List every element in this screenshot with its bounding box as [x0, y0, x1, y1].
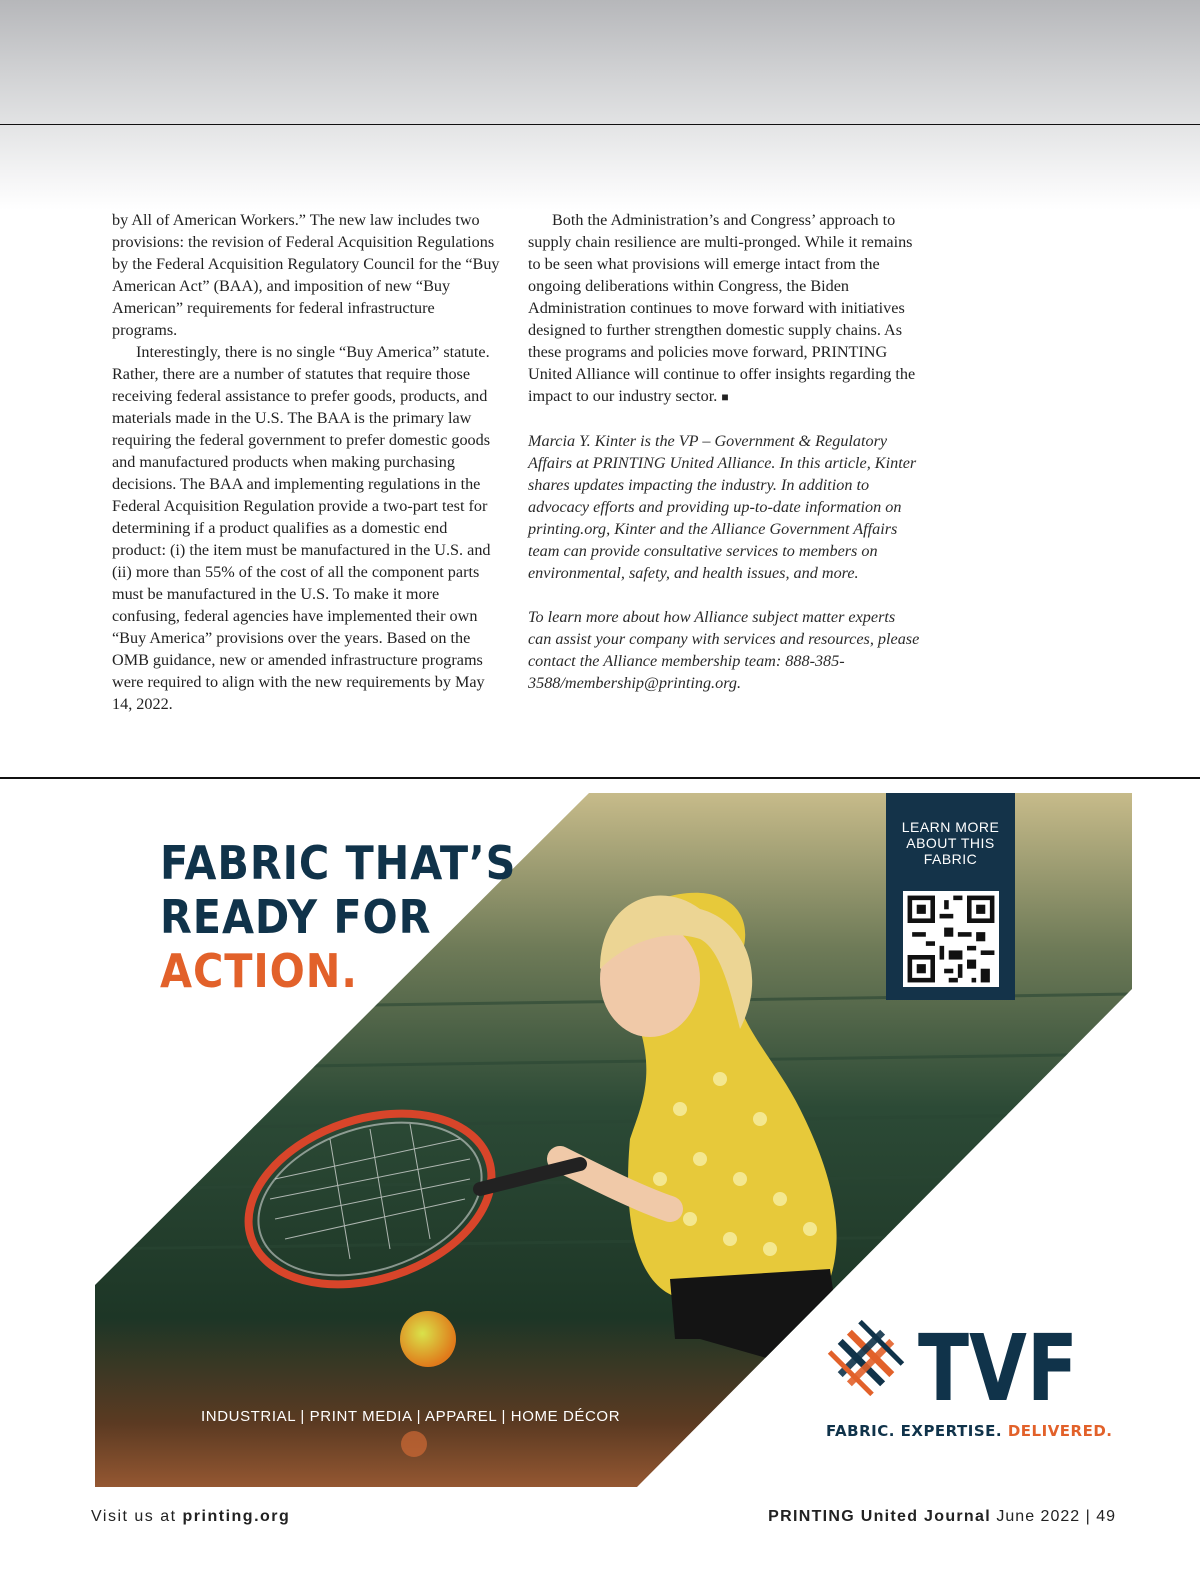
footer-visit: [91, 1508, 290, 1526]
visit-prefix: Visit us at: [91, 1508, 177, 1525]
article-paragraph: [528, 209, 920, 408]
qr-panel[interactable]: [886, 793, 1015, 1000]
visit-site-link[interactable]: printing.org: [182, 1508, 291, 1525]
qr-label: LEARN MORE ABOUT THIS FABRIC: [901, 819, 1000, 867]
article-paragraph: by All of American Workers.” The new law includes two provisions: the revision of Federal Acquisition Regulations by the Federal Acquisition Regulatory Council for the “Buy American Act” (BAA), and imposition of new “Buy American” requirements for federal infrastructure programs.: [112, 211, 500, 339]
headline-line-1: FABRIC THAT’S: [160, 836, 517, 890]
ad-headline: [160, 836, 516, 998]
qr-code[interactable]: [903, 891, 999, 987]
article-right-column: [528, 209, 920, 694]
issue-date: June 2022: [996, 1508, 1081, 1525]
article-paragraph: Interestingly, there is no single “Buy America” statute. Rather, there are a number of statutes that require those receiving federal assistance to prefer goods, products, and materials made in the U.S. The BAA is the primary law requiring the federal government to prefer domestic goods and manufactured products when making purchasing decisions. The BAA and implementing regulations in the Federal Acquisition Regulation provide a two-part test for determining if a product qualifies as a domestic end product: (i) the item must be manufactured in the U.S. and (ii) more than 55% of the cost of all the component parts must be manufactured in the U.S. To make it more confusing, federal agencies have implemented their own “Buy America” provisions over the years. Based on the OMB guidance, new or amended infrastructure programs were required to align with the new requirements by May 14, 2022.: [112, 343, 491, 713]
header-band: [0, 0, 1200, 125]
end-mark: ■: [721, 390, 729, 404]
ad-categories: INDUSTRIAL | PRINT MEDIA | APPAREL | HOME DÉCOR: [201, 1408, 621, 1425]
footer-folio: [768, 1508, 1116, 1526]
tagline-accent: DELIVERED.: [1007, 1422, 1113, 1440]
article-left-column: [112, 209, 502, 715]
tvf-logo: [818, 1310, 1088, 1422]
tvf-tagline: [826, 1422, 1113, 1440]
page-number: 49: [1096, 1508, 1116, 1525]
journal-name: PRINTING United Journal: [768, 1508, 991, 1525]
headline-line-2: READY FOR: [160, 890, 432, 944]
tagline-main: FABRIC. EXPERTISE.: [826, 1422, 1003, 1440]
contact-note: To learn more about how Alliance subject matter experts can assist your company with services and resources, please contact the Alliance membership team: 888-385-3588/membership@printing.org.: [528, 608, 920, 692]
header-fade: [0, 125, 1200, 210]
headline-accent: ACTION.: [160, 944, 358, 998]
author-bio: Marcia Y. Kinter is the VP – Government & Regulatory Affairs at PRINTING United Alliance. In this article, Kinter shares updates impacting the industry. In addition to advocacy efforts and providing up-to-date information on printing.org, Kinter and the Alliance Government Affairs team can provide consultative services to members on environmental, safety, and health issues, and more.: [528, 432, 917, 582]
closing-paragraph-text: Both the Administration’s and Congress’ approach to supply chain resilience are multi-pronged. While it remains to be seen what provisions will emerge intact from the ongoing deliberations within Congress, the Biden Administration continues to move forward with initiatives designed to further strengthen domestic supply chains. As these programs and policies move forward, PRINTING United Alliance will continue to offer insights regarding the impact to our industry sector.: [528, 211, 916, 405]
tvf-weave-mark-icon: [818, 1310, 1088, 1422]
tvf-brand: TVF: [918, 1315, 1078, 1422]
folio-separator: |: [1085, 1508, 1091, 1525]
